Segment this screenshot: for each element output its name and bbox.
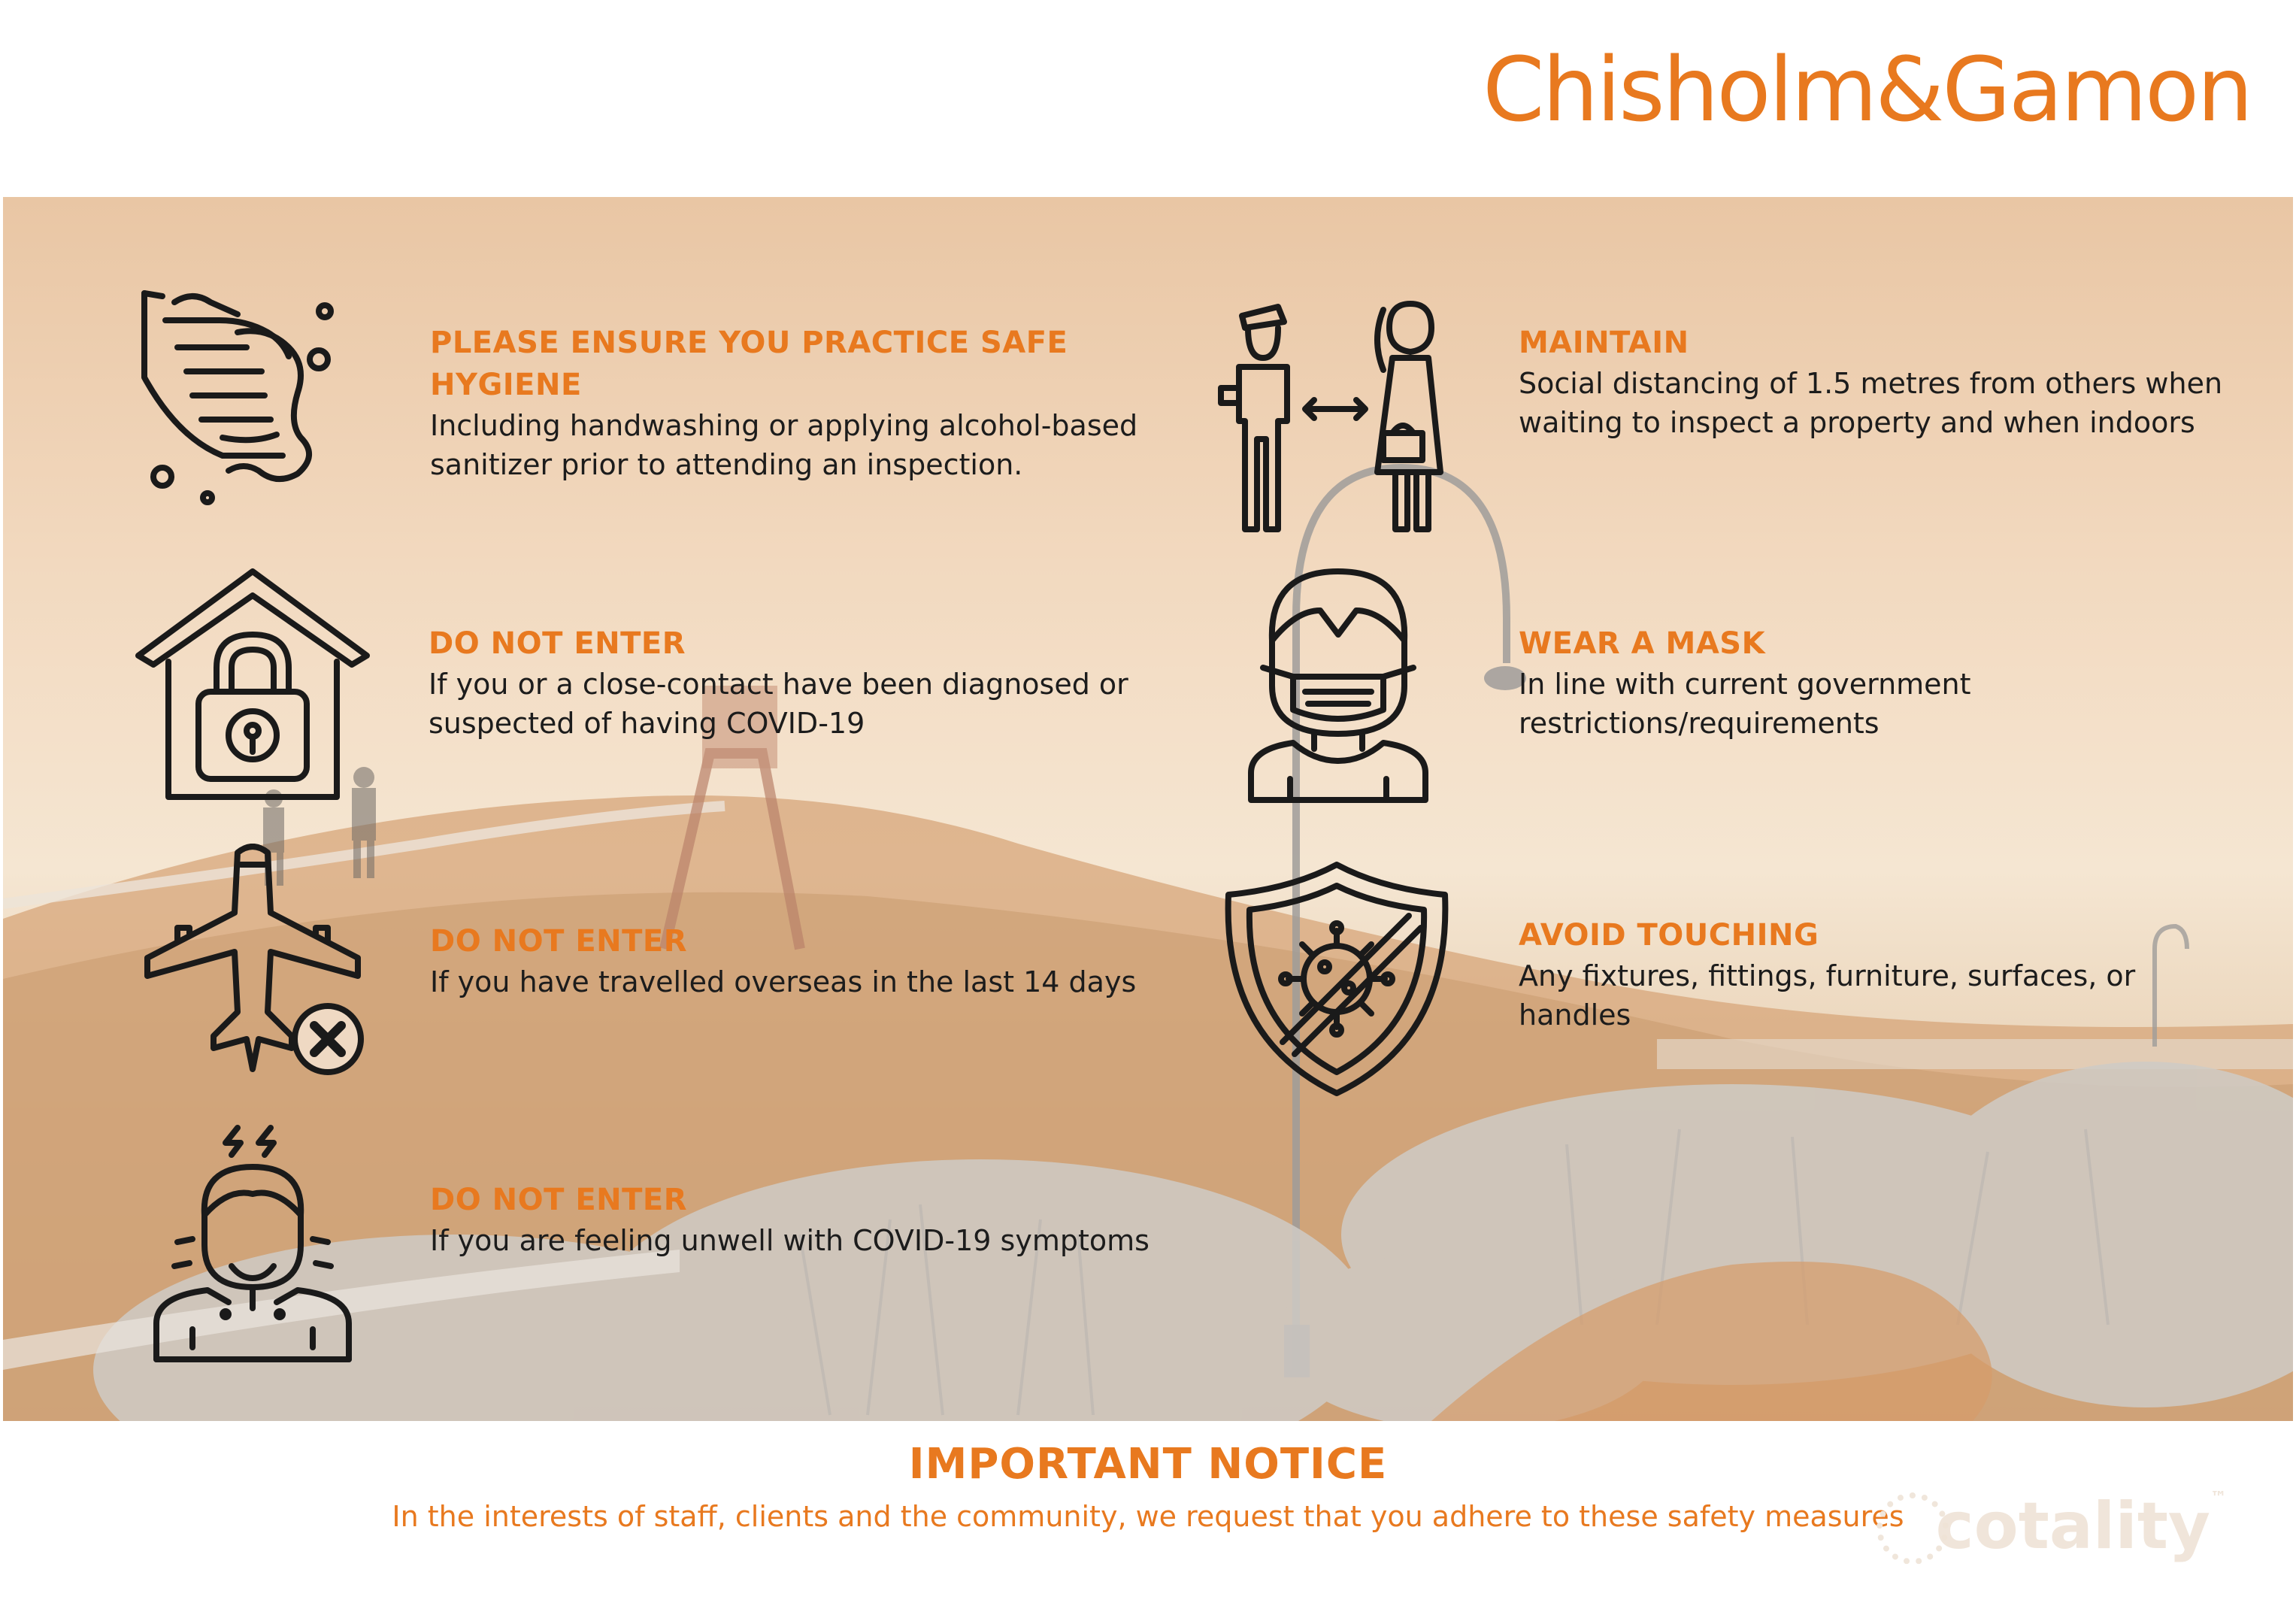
notice-title: IMPORTANT NOTICE bbox=[908, 1440, 1388, 1489]
item-body: Including handwashing or applying alcohol-based sanitizer prior to attending an inspection. bbox=[430, 409, 1138, 481]
brand-logo: Chisholm&Gamon bbox=[1483, 38, 2251, 141]
watermark-tm: ™ bbox=[2210, 1489, 2227, 1507]
item-body: In line with current government restrictions/requirements bbox=[1519, 668, 1971, 740]
item-heading: PLEASE ENSURE YOU PRACTICE SAFE HYGIENE bbox=[430, 326, 1068, 402]
unwell-person-icon bbox=[132, 1122, 373, 1362]
item-heading: AVOID TOUCHING bbox=[1519, 918, 1819, 953]
item-body: If you are feeling unwell with COVID-19 symptoms bbox=[430, 1224, 1150, 1257]
watermark-text: cotality bbox=[1935, 1489, 2210, 1564]
item-body: Any fixtures, fittings, furniture, surfaces, or handles bbox=[1519, 959, 2136, 1032]
item-heading: DO NOT ENTER bbox=[430, 1183, 688, 1217]
social-distancing-icon bbox=[1215, 295, 1463, 535]
house-lock-icon bbox=[132, 565, 373, 806]
item-heading: MAINTAIN bbox=[1519, 326, 1689, 360]
item-heading: DO NOT ENTER bbox=[430, 924, 688, 959]
item-heading: WEAR A MASK bbox=[1519, 626, 1766, 661]
watermark bbox=[1936, 1489, 2227, 1564]
item-body: Social distancing of 1.5 metres from others when waiting to inspect a property and when indoors bbox=[1519, 367, 2223, 439]
notice-subtitle: In the interests of staff, clients and the community, we request that you adhere to these safety measures bbox=[392, 1500, 1904, 1533]
no-virus-shield-icon bbox=[1216, 859, 1457, 1099]
item-body: If you have travelled overseas in the last 14 days bbox=[430, 965, 1137, 998]
hero-banner bbox=[3, 197, 2293, 1421]
item-heading: DO NOT ENTER bbox=[429, 626, 686, 661]
handwashing-icon bbox=[132, 287, 373, 528]
item-body: If you or a close-contact have been diagnosed or suspected of having COVID-19 bbox=[429, 668, 1128, 740]
airplane-cross-icon bbox=[132, 844, 373, 1084]
face-mask-icon bbox=[1245, 565, 1433, 806]
